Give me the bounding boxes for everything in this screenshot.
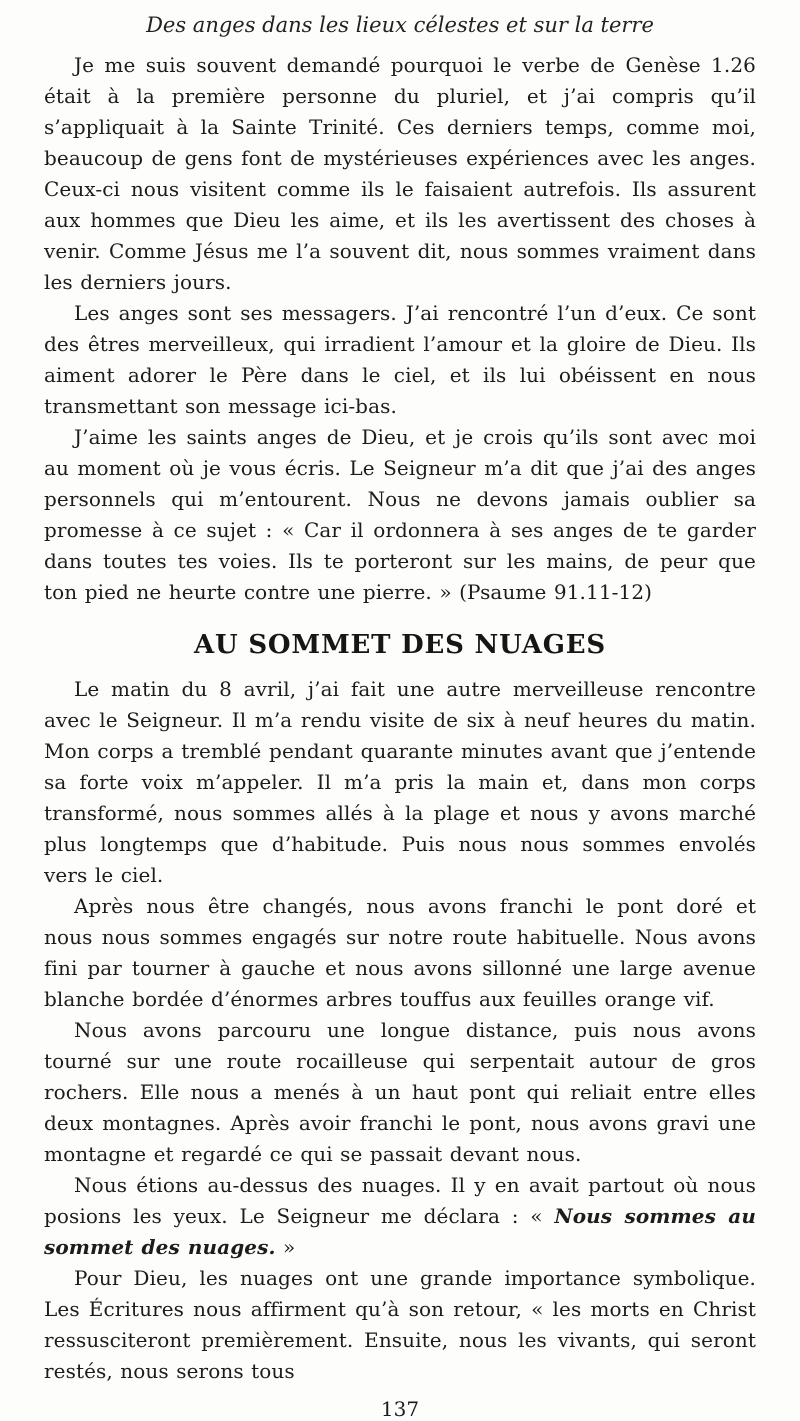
paragraph-6: Nous avons parcouru une longue distance, puis nous avons tourné sur une route rocailleuse qui serpentait autour de gros rochers. Elle nous a menés à un haut pont qui reliait entre elles deux montagnes. Après avoir franchi le pont, nous avons gravi une montagne et regardé ce qui se passait devant nous. [44, 1018, 756, 1166]
paragraph-3: J’aime les saints anges de Dieu, et je crois qu’ils sont avec moi au moment où je vous écris. Le Seigneur m’a dit que j’ai des anges personnels qui m’entourent. Nous ne devons jamais oublier sa promesse à ce sujet : « Car il ordonnera à ses anges de te garder dans toutes tes voies. Ils te porteront sur les mains, de peur que ton pied ne heurte contre une pierre. » (Psaume 91.11-12) [44, 425, 756, 604]
paragraph-7-text: Nous étions au-dessus des nuages. Il y en avait partout où nous posions les yeux. Le Seigneur me déclara : « [44, 1173, 756, 1228]
inline-quote: Nous sommes au sommet des nuages. [44, 1204, 757, 1259]
page-number: 137 [380, 1397, 420, 1421]
paragraph-5: Après nous être changés, nous avons franchi le pont doré et nous nous sommes engagés sur notre route habituelle. Nous avons fini par tourner à gauche et nous avons sillonné une large avenue blanche bordée d’énormes arbres touffus aux feuilles orange vif. [44, 894, 756, 1011]
section-heading: AU SOMMET DES NUAGES [194, 630, 606, 660]
paragraph-8: Pour Dieu, les nuages ont une grande importance symbolique. Les Écritures nous affirment qu’à son retour, « les morts en Christ ressusciteront premièrement. Ensuite, nous les vivants, qui seront restés, nous serons tous [44, 1266, 756, 1383]
paragraph-7-closing-quote: » [275, 1235, 296, 1259]
paragraph-2: Les anges sont ses messagers. J’ai rencontré l’un d’eux. Ce sont des êtres merveilleux, qui irradient l’amour et la gloire de Dieu. Ils aiment adorer le Père dans le ciel, et ils lui obéissent en nous transmettant son message ici-bas. [44, 301, 756, 418]
running-header: Des anges dans les lieux célestes et sur la terre [146, 13, 654, 37]
paragraph-4: Le matin du 8 avril, j’ai fait une autre merveilleuse rencontre avec le Seigneur. Il m’a rendu visite de six à neuf heures du matin. Mon corps a tremblé pendant quarante minutes avant que j’entende sa forte voix m’appeler. Il m’a pris la main et, dans mon corps transformé, nous sommes allés à la plage et nous y avons marché plus longtemps que d’habitude. Puis nous nous sommes envolés vers le ciel. [44, 677, 756, 887]
paragraph-7 [44, 1170, 756, 1263]
paragraph-1: Je me suis souvent demandé pourquoi le verbe de Genèse 1.26 était à la première personne du pluriel, et j’ai compris qu’il s’appliquait à la Sainte Trinité. Ces derniers temps, comme moi, beaucoup de gens font de mystérieuses expériences avec les anges. Ceux-ci nous visitent comme ils le faisaient autrefois. Ils assurent aux hommes que Dieu les aime, et ils les avertissent des choses à venir. Comme Jésus me l’a souvent dit, nous sommes vraiment dans les derniers jours. [44, 53, 756, 294]
